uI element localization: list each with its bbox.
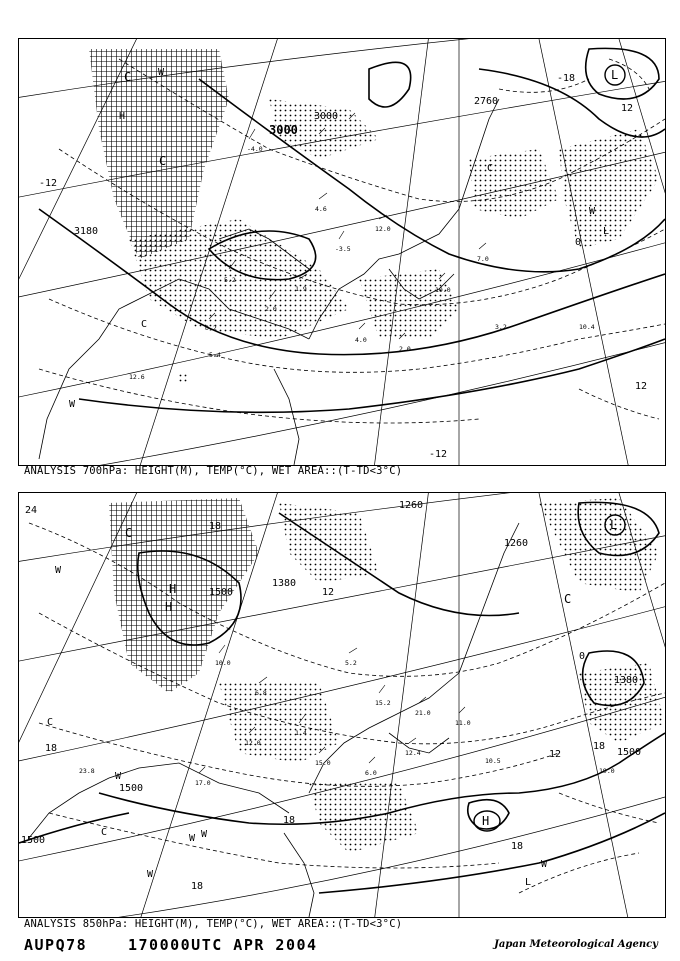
- temp-label: 18: [209, 521, 222, 532]
- center-letter: H: [165, 600, 173, 614]
- svg-text:10.5: 10.5: [485, 757, 501, 765]
- temp-label: 18: [593, 741, 606, 752]
- svg-text:2.0: 2.0: [399, 345, 411, 353]
- wet-areas: [109, 498, 665, 853]
- center-letter: L: [611, 68, 619, 82]
- height-label: 1380: [614, 675, 639, 686]
- height-label: 3000: [269, 123, 298, 137]
- height-label: 1260: [504, 538, 529, 549]
- svg-text:15.0: 15.0: [315, 759, 331, 767]
- svg-text:6.8: 6.8: [255, 689, 267, 697]
- svg-text:12.4: 12.4: [405, 749, 421, 757]
- center-letter: C: [564, 592, 572, 606]
- center-letter: W: [189, 833, 196, 844]
- temp-label: 24: [25, 505, 38, 516]
- panel-caption-850hpa: ANALYSIS 850hPa: HEIGHT(M), TEMP(°C), WET AREA::(T-TD<3°C): [24, 918, 403, 930]
- center-letter: C: [101, 827, 108, 838]
- temp-label: 12: [322, 587, 335, 598]
- temp-label: -18: [557, 73, 576, 84]
- center-letter: H: [119, 111, 126, 122]
- svg-text:23.8: 23.8: [79, 767, 95, 775]
- agency-name: Japan Meteorological Agency: [494, 939, 658, 950]
- center-letter: W: [147, 869, 154, 880]
- center-letter: H: [482, 814, 490, 828]
- svg-text:6.0: 6.0: [365, 769, 377, 777]
- center-letter: L: [603, 226, 610, 237]
- temp-label: 18: [511, 841, 524, 852]
- svg-text:11.0: 11.0: [455, 719, 471, 727]
- height-label: 1500: [119, 783, 144, 794]
- center-letter: C: [487, 163, 494, 174]
- svg-text:4.0: 4.0: [355, 336, 367, 344]
- center-letter: C: [141, 319, 148, 330]
- chart-code: AUPQ78: [24, 936, 88, 954]
- svg-text:15.2: 15.2: [375, 699, 391, 707]
- temp-label: 0: [575, 237, 582, 248]
- svg-text:3.2: 3.2: [495, 323, 507, 331]
- center-letter: W: [115, 771, 122, 782]
- svg-text:12.0: 12.0: [245, 739, 261, 747]
- center-letter: W: [589, 206, 596, 217]
- height-label: 1260: [399, 500, 424, 511]
- height-label: 2760: [474, 96, 499, 107]
- height-label: 1380: [272, 578, 297, 589]
- svg-text:2.0: 2.0: [265, 305, 277, 313]
- map-panel-850hpa: [18, 492, 666, 918]
- map-700hpa: [19, 39, 665, 465]
- svg-text:19.0: 19.0: [599, 767, 615, 775]
- svg-text:10.0: 10.0: [435, 286, 451, 294]
- temp-label: -12: [429, 449, 448, 460]
- temp-label: 12: [621, 103, 634, 114]
- center-letter: W: [158, 67, 165, 78]
- svg-text:21.0: 21.0: [415, 709, 431, 717]
- svg-text:-3.5: -3.5: [335, 245, 351, 253]
- map-panel-700hpa: [18, 38, 666, 466]
- height-label: 1500: [617, 747, 642, 758]
- center-letter: W: [201, 829, 208, 840]
- svg-text:10.0: 10.0: [215, 659, 231, 667]
- center-letter: H: [169, 582, 177, 596]
- temp-label: 18: [191, 881, 204, 892]
- panel-caption-700hpa: ANALYSIS 700hPa: HEIGHT(M), TEMP(°C), WET AREA::(T-TD<3°C): [24, 465, 403, 477]
- center-letter: C: [47, 717, 54, 728]
- svg-text:1.4: 1.4: [295, 729, 307, 737]
- svg-text:5.2: 5.2: [224, 276, 236, 284]
- svg-text:5.2: 5.2: [345, 659, 357, 667]
- center-letter: W: [69, 399, 76, 410]
- center-letter: L: [525, 877, 532, 888]
- height-label: 3000: [314, 111, 339, 122]
- map-850hpa: [19, 493, 665, 917]
- svg-text:12.6: 12.6: [129, 373, 145, 381]
- height-label: 3180: [74, 226, 99, 237]
- valid-time: 170000UTC APR 2004: [128, 936, 318, 954]
- center-letter: C: [159, 154, 167, 168]
- svg-text:12.0: 12.0: [375, 225, 391, 233]
- height-label: 1500: [21, 835, 46, 846]
- svg-text:0.2: 0.2: [205, 324, 217, 332]
- temp-label: 18: [45, 743, 58, 754]
- temp-label: 12: [549, 749, 562, 760]
- temp-label: 12: [635, 381, 648, 392]
- svg-text:10.4: 10.4: [579, 323, 595, 331]
- svg-text:4.6: 4.6: [315, 205, 327, 213]
- center-letter: W: [541, 859, 548, 870]
- temp-label: -12: [39, 178, 58, 189]
- center-letter: L: [610, 518, 618, 532]
- center-letter: C: [124, 70, 132, 84]
- svg-text:17.0: 17.0: [195, 779, 211, 787]
- svg-text:7.0: 7.0: [477, 255, 489, 263]
- height-label: 1500: [209, 587, 234, 598]
- svg-text:5.4: 5.4: [209, 351, 221, 359]
- svg-text:-4.0: -4.0: [247, 145, 263, 153]
- temp-label: 18: [283, 815, 296, 826]
- svg-text:1.9: 1.9: [295, 285, 307, 293]
- center-letter: W: [55, 565, 62, 576]
- center-letter: C: [125, 526, 133, 540]
- temp-label: 0: [579, 651, 586, 662]
